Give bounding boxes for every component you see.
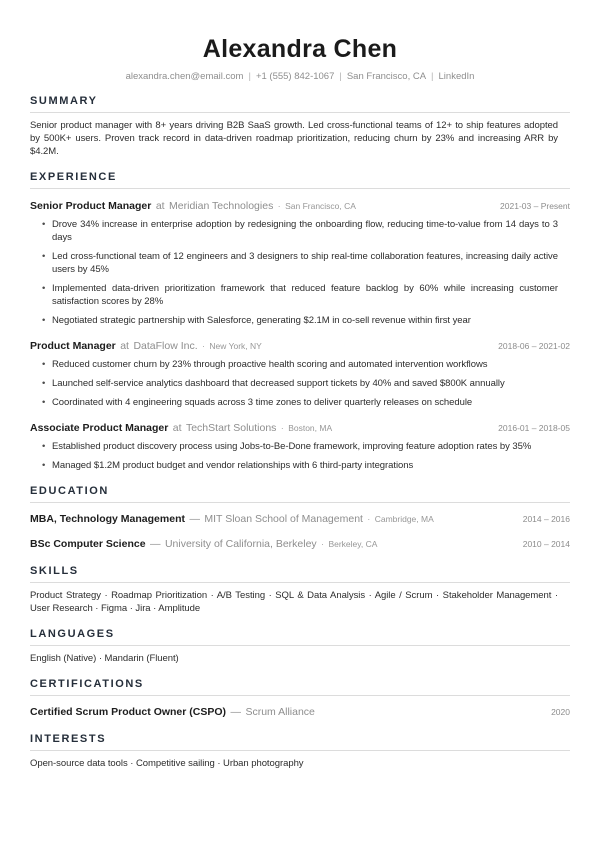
bullet-marker: • [42, 378, 46, 389]
bullet-marker: • [42, 397, 46, 408]
bullet-marker: • [42, 251, 46, 262]
job-bullet [42, 440, 558, 453]
dash-separator: — [230, 706, 241, 718]
job-entry [30, 196, 570, 327]
job-bullet-list [30, 358, 558, 409]
job-location: Boston, MA [288, 423, 333, 433]
section-certifications [30, 678, 570, 720]
education-dates: 2010 – 2014 [522, 539, 570, 549]
bullet-marker: • [42, 219, 46, 230]
dot-separator: · [280, 423, 284, 433]
contact-separator: | [431, 71, 434, 82]
at-label: at [155, 200, 165, 212]
person-name: Alexandra Chen [202, 35, 398, 63]
job-bullet [42, 314, 558, 327]
job-bullet-list [30, 440, 558, 472]
bullet-text: Established product discovery process using Jobs-to-Be-Done framework, improving feature adoption rates by 35% [52, 441, 532, 452]
degree-name: BSc Computer Science [30, 538, 146, 550]
certification-entry [30, 702, 570, 720]
dash-separator: — [189, 513, 200, 525]
job-company: DataFlow Inc. [133, 340, 198, 352]
section-title: SKILLS [30, 565, 570, 583]
section-summary [30, 95, 570, 158]
at-label: at [172, 422, 182, 434]
section-title: CERTIFICATIONS [30, 678, 570, 696]
job-bullet-list [30, 218, 558, 327]
job-company: Meridian Technologies [169, 200, 274, 212]
bullet-text: Reduced customer churn by 23% through proactive health scoring and automated intervention workflows [52, 359, 488, 370]
job-role: Senior Product Manager [30, 200, 152, 212]
bullet-marker: • [42, 460, 46, 471]
languages-text: English (Native) · Mandarin (Fluent) [30, 653, 179, 664]
job-bullet [42, 377, 558, 390]
skills-text: Product Strategy · Roadmap Prioritization · A/B Testing · SQL & Data Analysis · Agile / Scrum · Stakeholder Management · User Research · Figma · Jira · Amplitude [30, 590, 558, 614]
contact-linkedin[interactable]: LinkedIn [438, 71, 475, 82]
job-bullet [42, 459, 558, 472]
education-entry [30, 509, 570, 527]
bullet-text: Led cross-functional team of 12 engineers and 3 designers to ship real-time collaboration features, increasing daily active users by 45% [52, 251, 558, 275]
bullet-text: Coordinated with 4 engineering squads across 3 time zones to deliver quarterly releases on schedule [52, 397, 473, 408]
school-name: University of California, Berkeley [164, 538, 317, 550]
contact-separator: | [339, 71, 342, 82]
job-entry [30, 336, 570, 409]
job-dates: 2016-01 – 2018-05 [498, 423, 570, 433]
bullet-marker: • [42, 283, 46, 294]
resume-header [30, 36, 570, 82]
education-location: Berkeley, CA [328, 539, 378, 549]
contact-email[interactable]: alexandra.chen@email.com [125, 71, 244, 82]
section-skills [30, 565, 570, 615]
job-bullet [42, 250, 558, 276]
bullet-marker: • [42, 315, 46, 326]
dot-separator: · [367, 514, 371, 524]
dot-separator: · [202, 341, 205, 351]
section-title: INTERESTS [30, 733, 570, 751]
job-dates: 2021-03 – Present [500, 201, 570, 211]
section-languages [30, 628, 570, 665]
bullet-text: Implemented data-driven prioritization framework that reduced feature backlog by 60% while increasing customer satisfaction scores by 28% [52, 283, 558, 307]
education-location: Cambridge, MA [374, 514, 434, 524]
job-bullet [42, 218, 558, 244]
degree-name: MBA, Technology Management [30, 513, 185, 525]
dot-separator: · [277, 201, 281, 211]
bullet-text: Managed $1.2M product budget and vendor relationships with 6 third-party integrations [52, 460, 414, 471]
at-label: at [120, 340, 129, 352]
job-bullet [42, 282, 558, 308]
job-role: Associate Product Manager [30, 422, 169, 434]
section-interests [30, 733, 570, 770]
contact-phone: +1 (555) 842-1067 [255, 71, 335, 82]
bullet-text: Drove 34% increase in enterprise adoption by redesigning the onboarding flow, reducing time-to-value from 14 days to 3 days [52, 219, 558, 243]
section-education [30, 485, 570, 552]
contact-line [30, 71, 570, 82]
job-location: San Francisco, CA [285, 201, 356, 211]
certification-issuer: Scrum Alliance [245, 706, 315, 718]
dash-separator: — [150, 538, 161, 550]
job-dates: 2018-06 – 2021-02 [498, 341, 570, 351]
section-title: LANGUAGES [30, 628, 570, 646]
certification-name: Certified Scrum Product Owner (CSPO) [30, 706, 227, 718]
certification-dates: 2020 [551, 707, 570, 717]
section-title: EXPERIENCE [30, 171, 570, 189]
bullet-marker: • [42, 441, 46, 452]
interests-text: Open-source data tools · Competitive sailing · Urban photography [30, 758, 304, 769]
contact-location: San Francisco, CA [346, 71, 427, 82]
job-role: Product Manager [30, 340, 116, 352]
bullet-marker: • [42, 359, 46, 370]
summary-text: Senior product manager with 8+ years driving B2B SaaS growth. Led cross-functional teams of 12+ to ship features adopted by 500K+ users. Proven track record in data-driven roadmap prioritization, reducing churn by 23% and increasing ARR by $4.2M. [30, 120, 558, 157]
contact-separator: | [248, 71, 251, 82]
job-bullet [42, 396, 558, 409]
job-company: TechStart Solutions [185, 422, 277, 434]
education-dates: 2014 – 2016 [522, 514, 570, 524]
school-name: MIT Sloan School of Management [204, 513, 363, 525]
section-experience [30, 171, 570, 472]
bullet-text: Launched self-service analytics dashboard that decreased support tickets by 40% and saved $800K annually [52, 378, 505, 389]
education-entry [30, 534, 570, 552]
section-title: SUMMARY [30, 95, 570, 113]
bullet-text: Negotiated strategic partnership with Salesforce, generating $2.1M in co-sell revenue within first year [52, 315, 471, 326]
job-entry [30, 418, 570, 472]
job-header [30, 196, 570, 214]
job-bullet [42, 358, 558, 371]
dot-separator: · [321, 539, 324, 549]
job-header [30, 336, 570, 354]
job-header [30, 418, 570, 436]
section-title: EDUCATION [30, 485, 570, 503]
job-location: New York, NY [209, 341, 262, 351]
